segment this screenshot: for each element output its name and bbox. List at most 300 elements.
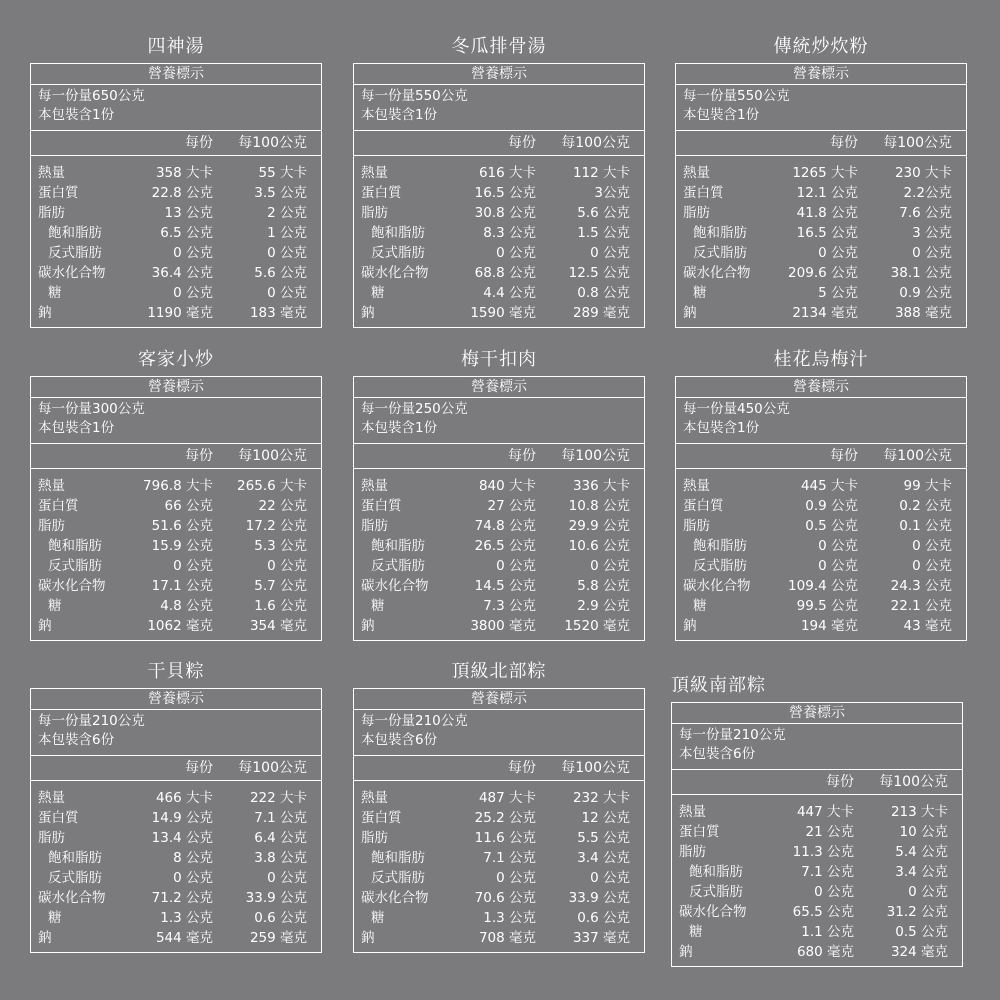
nutrient-name: 碳水化合物 (38, 265, 106, 281)
per-serving-value: 7.3 公克 (483, 598, 536, 614)
per-serving-value: 1.1 公克 (801, 924, 854, 940)
per-100g-value: 183 毫克 (249, 305, 307, 321)
nutrient-name: 反式脂肪 (371, 245, 425, 261)
per-serving-value: 2134 毫克 (792, 305, 858, 321)
nutrient-name: 反式脂肪 (689, 884, 743, 900)
per-serving-value: 708 毫克 (478, 930, 536, 946)
nutrient-row (354, 303, 644, 323)
per-100g-value: 0 公克 (908, 884, 948, 900)
serving-info (31, 85, 321, 131)
per-100g-value: 213 大卡 (890, 804, 948, 820)
per-serving-value: 194 毫克 (800, 618, 858, 634)
per-serving-value: 16.5 公克 (474, 185, 536, 201)
serving-size: 每一份量550公克 (683, 88, 790, 104)
col-per-100g: 每100公克 (238, 135, 307, 151)
per-serving-value: 0 公克 (818, 558, 858, 574)
column-header (672, 770, 962, 795)
per-100g-value: 5.7 公克 (254, 578, 307, 594)
nutrient-row (31, 243, 321, 263)
nutrient-name: 碳水化合物 (361, 578, 429, 594)
per-serving-value: 14.5 公克 (474, 578, 536, 594)
per-100g-value: 5.8 公克 (577, 578, 630, 594)
nutrient-name: 碳水化合物 (683, 265, 751, 281)
nutrient-row (31, 183, 321, 203)
nutrient-row (676, 283, 966, 303)
nutrient-row (672, 802, 962, 822)
per-100g-value: 6.4 公克 (254, 830, 307, 846)
nutrient-name: 反式脂肪 (693, 558, 747, 574)
nutrient-name: 熱量 (361, 790, 388, 806)
per-100g-value: 3 公克 (912, 225, 952, 241)
per-serving-value: 0 公克 (173, 558, 213, 574)
per-100g-value: 259 毫克 (249, 930, 307, 946)
nutrient-name: 糖 (371, 285, 385, 301)
nutrient-name: 蛋白質 (679, 824, 720, 840)
nutrient-name: 脂肪 (38, 518, 65, 534)
nutrient-name: 飽和脂肪 (371, 850, 425, 866)
per-serving-value: 30.8 公克 (474, 205, 536, 221)
nutrient-row (31, 788, 321, 808)
per-100g-value: 55 大卡 (258, 165, 307, 181)
nutrient-name: 鈉 (38, 930, 52, 946)
nutrient-row (676, 223, 966, 243)
nutrient-name: 糖 (371, 910, 385, 926)
per-100g-value: 31.2 公克 (886, 904, 948, 920)
col-per-serving: 每份 (508, 135, 536, 151)
servings-per-pack: 本包裝含1份 (683, 420, 760, 436)
nutrient-row (354, 556, 644, 576)
per-serving-value: 11.3 公克 (792, 844, 854, 860)
per-100g-value: 2.9 公克 (577, 598, 630, 614)
per-serving-value: 4.8 公克 (160, 598, 213, 614)
per-serving-value: 15.9 公克 (151, 538, 213, 554)
nutrient-name: 糖 (693, 285, 707, 301)
per-serving-value: 0.5 公克 (805, 518, 858, 534)
per-100g-value: 0 公克 (267, 870, 307, 886)
product-title: 傳統炒炊粉 (773, 36, 869, 57)
nutrient-row (354, 848, 644, 868)
per-100g-value: 17.2 公克 (245, 518, 307, 534)
per-serving-value: 6.5 公克 (160, 225, 213, 241)
per-serving-value: 0.9 公克 (805, 498, 858, 514)
nutrient-row (31, 223, 321, 243)
per-100g-value: 337 毫克 (572, 930, 630, 946)
per-100g-value: 0 公克 (590, 870, 630, 886)
label-heading: 營養標示 (354, 377, 644, 398)
per-100g-value: 10.8 公克 (568, 498, 630, 514)
nutrient-row (31, 163, 321, 183)
per-100g-value: 336 大卡 (572, 478, 630, 494)
servings-per-pack: 本包裝含6份 (38, 732, 115, 748)
column-header (31, 131, 321, 156)
per-100g-value: 324 毫克 (890, 944, 948, 960)
serving-info (354, 398, 644, 444)
nutrient-row (676, 536, 966, 556)
nutrition-label (30, 63, 322, 328)
serving-size: 每一份量210公克 (361, 713, 468, 729)
per-serving-value: 8 公克 (173, 850, 213, 866)
nutrient-row (354, 928, 644, 948)
nutrient-row (31, 263, 321, 283)
per-100g-value: 1.5 公克 (577, 225, 630, 241)
per-serving-value: 0 公克 (173, 285, 213, 301)
nutrient-name: 鈉 (38, 618, 52, 634)
column-header (676, 131, 966, 156)
serving-size: 每一份量300公克 (38, 401, 145, 417)
per-100g-value: 1 公克 (267, 225, 307, 241)
nutrient-name: 熱量 (683, 165, 710, 181)
nutrient-row (354, 808, 644, 828)
per-100g-value: 7.6 公克 (899, 205, 952, 221)
per-100g-value: 3.8 公克 (254, 850, 307, 866)
per-100g-value: 0 公克 (267, 285, 307, 301)
nutrient-name: 蛋白質 (38, 498, 79, 514)
per-100g-value: 29.9 公克 (568, 518, 630, 534)
per-100g-value: 38.1 公克 (890, 265, 952, 281)
per-serving-value: 68.8 公克 (474, 265, 536, 281)
nutrient-name: 鈉 (683, 305, 697, 321)
per-serving-value: 12.1 公克 (796, 185, 858, 201)
per-100g-value: 5.6 公克 (254, 265, 307, 281)
per-serving-value: 487 大卡 (478, 790, 536, 806)
per-serving-value: 74.8 公克 (474, 518, 536, 534)
nutrient-row (31, 928, 321, 948)
nutrient-row (31, 283, 321, 303)
serving-info (31, 398, 321, 444)
nutrient-name: 反式脂肪 (371, 870, 425, 886)
per-serving-value: 447 大卡 (796, 804, 854, 820)
nutrient-rows (354, 781, 644, 952)
per-100g-value: 12.5 公克 (568, 265, 630, 281)
per-100g-value: 2 公克 (267, 205, 307, 221)
per-serving-value: 796.8 大卡 (143, 478, 213, 494)
per-serving-value: 544 毫克 (155, 930, 213, 946)
per-100g-value: 0.6 公克 (577, 910, 630, 926)
servings-per-pack: 本包裝含1份 (38, 420, 115, 436)
nutrient-row (354, 476, 644, 496)
per-100g-value: 0 公克 (912, 245, 952, 261)
per-serving-value: 13.4 公克 (151, 830, 213, 846)
nutrient-name: 脂肪 (38, 830, 65, 846)
serving-size: 每一份量550公克 (361, 88, 468, 104)
serving-size: 每一份量210公克 (38, 713, 145, 729)
per-100g-value: 0 公克 (912, 538, 952, 554)
per-serving-value: 0 公克 (173, 870, 213, 886)
nutrient-rows (676, 469, 966, 640)
product-title: 桂花烏梅汁 (773, 349, 869, 370)
nutrient-name: 脂肪 (679, 844, 706, 860)
nutrition-panel (30, 660, 322, 953)
per-100g-value: 5.4 公克 (895, 844, 948, 860)
column-header (676, 444, 966, 469)
nutrient-row (31, 576, 321, 596)
per-serving-value: 14.9 公克 (151, 810, 213, 826)
nutrient-name: 飽和脂肪 (693, 538, 747, 554)
nutrient-row (672, 842, 962, 862)
nutrient-row (676, 203, 966, 223)
nutrient-name: 碳水化合物 (679, 904, 747, 920)
nutrient-row (31, 596, 321, 616)
nutrient-row (31, 848, 321, 868)
col-per-100g: 每100公克 (879, 774, 948, 790)
per-serving-value: 7.1 公克 (801, 864, 854, 880)
product-title: 客家小炒 (138, 349, 214, 370)
col-per-100g: 每100公克 (561, 135, 630, 151)
servings-per-pack: 本包裝含1份 (38, 107, 115, 123)
column-header (31, 444, 321, 469)
nutrient-row (354, 868, 644, 888)
nutrient-name: 碳水化合物 (38, 890, 106, 906)
label-heading: 營養標示 (676, 377, 966, 398)
per-serving-value: 26.5 公克 (474, 538, 536, 554)
col-per-100g: 每100公克 (883, 135, 952, 151)
serving-info (676, 398, 966, 444)
nutrient-name: 脂肪 (683, 518, 710, 534)
per-100g-value: 7.1 公克 (254, 810, 307, 826)
nutrient-row (354, 163, 644, 183)
servings-per-pack: 本包裝含1份 (683, 107, 760, 123)
col-per-serving: 每份 (508, 448, 536, 464)
nutrient-name: 蛋白質 (361, 810, 402, 826)
col-per-100g: 每100公克 (561, 760, 630, 776)
per-serving-value: 22.8 公克 (151, 185, 213, 201)
nutrient-row (354, 263, 644, 283)
nutrient-row (676, 303, 966, 323)
per-100g-value: 33.9 公克 (245, 890, 307, 906)
serving-size: 每一份量250公克 (361, 401, 468, 417)
per-serving-value: 51.6 公克 (151, 518, 213, 534)
per-serving-value: 8.3 公克 (483, 225, 536, 241)
per-100g-value: 3公克 (594, 185, 630, 201)
per-serving-value: 70.6 公克 (474, 890, 536, 906)
per-100g-value: 24.3 公克 (890, 578, 952, 594)
per-serving-value: 0 公克 (496, 558, 536, 574)
per-serving-value: 616 大卡 (478, 165, 536, 181)
per-100g-value: 10 公克 (899, 824, 948, 840)
nutrient-name: 鈉 (361, 305, 375, 321)
nutrition-label (675, 376, 967, 641)
nutrient-row (31, 616, 321, 636)
per-serving-value: 71.2 公克 (151, 890, 213, 906)
nutrient-name: 蛋白質 (361, 498, 402, 514)
nutrient-name: 反式脂肪 (48, 558, 102, 574)
per-serving-value: 680 毫克 (796, 944, 854, 960)
per-100g-value: 33.9 公克 (568, 890, 630, 906)
nutrient-row (31, 908, 321, 928)
per-100g-value: 1.6 公克 (254, 598, 307, 614)
per-serving-value: 25.2 公克 (474, 810, 536, 826)
per-100g-value: 1520 毫克 (564, 618, 630, 634)
nutrient-name: 飽和脂肪 (371, 225, 425, 241)
col-per-100g: 每100公克 (561, 448, 630, 464)
per-serving-value: 1.3 公克 (160, 910, 213, 926)
per-serving-value: 66 公克 (164, 498, 213, 514)
per-100g-value: 3.4 公克 (577, 850, 630, 866)
nutrition-panel (675, 35, 967, 328)
per-100g-value: 22.1 公克 (890, 598, 952, 614)
nutrient-name: 脂肪 (683, 205, 710, 221)
nutrient-row (31, 556, 321, 576)
per-serving-value: 3800 毫克 (470, 618, 536, 634)
nutrient-row (354, 203, 644, 223)
per-100g-value: 222 大卡 (249, 790, 307, 806)
nutrient-rows (676, 156, 966, 327)
nutrient-row (676, 163, 966, 183)
nutrient-name: 飽和脂肪 (371, 538, 425, 554)
nutrient-name: 糖 (693, 598, 707, 614)
per-100g-value: 43 毫克 (903, 618, 952, 634)
nutrition-panel (353, 348, 645, 641)
col-per-serving: 每份 (185, 448, 213, 464)
per-serving-value: 1.3 公克 (483, 910, 536, 926)
per-serving-value: 445 大卡 (800, 478, 858, 494)
per-100g-value: 0.5 公克 (895, 924, 948, 940)
nutrient-row (676, 183, 966, 203)
nutrition-label (675, 63, 967, 328)
per-serving-value: 1590 毫克 (470, 305, 536, 321)
col-per-100g: 每100公克 (238, 448, 307, 464)
nutrient-rows (31, 781, 321, 952)
nutrient-row (354, 223, 644, 243)
nutrient-row (354, 828, 644, 848)
nutrient-row (676, 616, 966, 636)
serving-size: 每一份量210公克 (679, 727, 786, 743)
nutrition-panel (353, 660, 645, 953)
per-serving-value: 7.1 公克 (483, 850, 536, 866)
col-per-100g: 每100公克 (238, 760, 307, 776)
per-100g-value: 0 公克 (590, 558, 630, 574)
per-serving-value: 0 公克 (814, 884, 854, 900)
nutrient-row (31, 808, 321, 828)
nutrient-row (672, 822, 962, 842)
product-title: 頂級南部粽 (671, 675, 766, 696)
nutrient-row (676, 516, 966, 536)
nutrient-row (354, 283, 644, 303)
per-serving-value: 65.5 公克 (792, 904, 854, 920)
column-header (354, 131, 644, 156)
nutrient-row (354, 788, 644, 808)
nutrient-name: 飽和脂肪 (693, 225, 747, 241)
per-serving-value: 0 公克 (496, 870, 536, 886)
per-100g-value: 5.5 公克 (577, 830, 630, 846)
nutrient-row (31, 303, 321, 323)
nutrient-row (676, 243, 966, 263)
nutrient-rows (354, 156, 644, 327)
nutrient-row (31, 888, 321, 908)
nutrient-name: 飽和脂肪 (48, 225, 102, 241)
nutrient-name: 熱量 (361, 478, 388, 494)
per-100g-value: 232 大卡 (572, 790, 630, 806)
per-100g-value: 289 毫克 (572, 305, 630, 321)
per-serving-value: 36.4 公克 (151, 265, 213, 281)
per-100g-value: 0.2 公克 (899, 498, 952, 514)
serving-size: 每一份量650公克 (38, 88, 145, 104)
per-100g-value: 3.4 公克 (895, 864, 948, 880)
nutrient-row (354, 596, 644, 616)
nutrient-row (354, 516, 644, 536)
nutrition-label (353, 688, 645, 953)
nutrient-rows (31, 469, 321, 640)
nutrient-row (354, 536, 644, 556)
col-per-serving: 每份 (830, 448, 858, 464)
product-title: 干貝粽 (147, 661, 205, 682)
nutrient-name: 反式脂肪 (693, 245, 747, 261)
nutrient-name: 碳水化合物 (361, 265, 429, 281)
col-per-serving: 每份 (830, 135, 858, 151)
nutrient-row (31, 828, 321, 848)
serving-info (672, 724, 962, 770)
nutrient-name: 飽和脂肪 (48, 538, 102, 554)
nutrient-row (354, 243, 644, 263)
nutrient-row (354, 888, 644, 908)
per-serving-value: 109.4 公克 (788, 578, 858, 594)
nutrient-name: 熱量 (361, 165, 388, 181)
nutrient-row (354, 183, 644, 203)
per-serving-value: 1062 毫克 (147, 618, 213, 634)
nutrient-row (676, 476, 966, 496)
nutrient-name: 熱量 (683, 478, 710, 494)
nutrition-label (353, 63, 645, 328)
per-100g-value: 0 公克 (267, 558, 307, 574)
per-100g-value: 0.9 公克 (899, 285, 952, 301)
per-100g-value: 0 公克 (590, 245, 630, 261)
per-100g-value: 265.6 大卡 (237, 478, 307, 494)
nutrition-panel (30, 35, 322, 328)
nutrition-label (353, 376, 645, 641)
per-serving-value: 16.5 公克 (796, 225, 858, 241)
servings-per-pack: 本包裝含1份 (361, 420, 438, 436)
per-100g-value: 2.2公克 (903, 185, 952, 201)
label-heading: 營養標示 (31, 64, 321, 85)
per-100g-value: 0.1 公克 (899, 518, 952, 534)
nutrient-name: 蛋白質 (683, 185, 724, 201)
label-heading: 營養標示 (31, 377, 321, 398)
nutrient-name: 脂肪 (361, 205, 388, 221)
label-heading: 營養標示 (354, 64, 644, 85)
nutrient-name: 脂肪 (361, 830, 388, 846)
per-serving-value: 1265 大卡 (792, 165, 858, 181)
per-100g-value: 0 公克 (267, 245, 307, 261)
nutrient-row (676, 576, 966, 596)
nutrient-row (672, 942, 962, 962)
col-per-serving: 每份 (508, 760, 536, 776)
nutrient-name: 碳水化合物 (361, 890, 429, 906)
nutrient-row (676, 556, 966, 576)
label-heading: 營養標示 (31, 689, 321, 710)
nutrient-row (676, 263, 966, 283)
nutrient-row (31, 516, 321, 536)
per-100g-value: 10.6 公克 (568, 538, 630, 554)
col-per-serving: 每份 (185, 135, 213, 151)
nutrient-name: 糖 (48, 285, 62, 301)
column-header (354, 756, 644, 781)
per-serving-value: 41.8 公克 (796, 205, 858, 221)
servings-per-pack: 本包裝含6份 (361, 732, 438, 748)
col-per-100g: 每100公克 (883, 448, 952, 464)
nutrient-name: 蛋白質 (683, 498, 724, 514)
per-serving-value: 0 公克 (496, 245, 536, 261)
per-serving-value: 358 大卡 (155, 165, 213, 181)
nutrient-name: 熱量 (38, 790, 65, 806)
product-title: 梅干扣肉 (461, 349, 537, 370)
nutrient-name: 鈉 (361, 930, 375, 946)
nutrient-row (354, 576, 644, 596)
product-title: 冬瓜排骨湯 (451, 36, 547, 57)
serving-info (354, 85, 644, 131)
per-serving-value: 5 公克 (818, 285, 858, 301)
nutrient-row (676, 596, 966, 616)
nutrient-row (676, 496, 966, 516)
